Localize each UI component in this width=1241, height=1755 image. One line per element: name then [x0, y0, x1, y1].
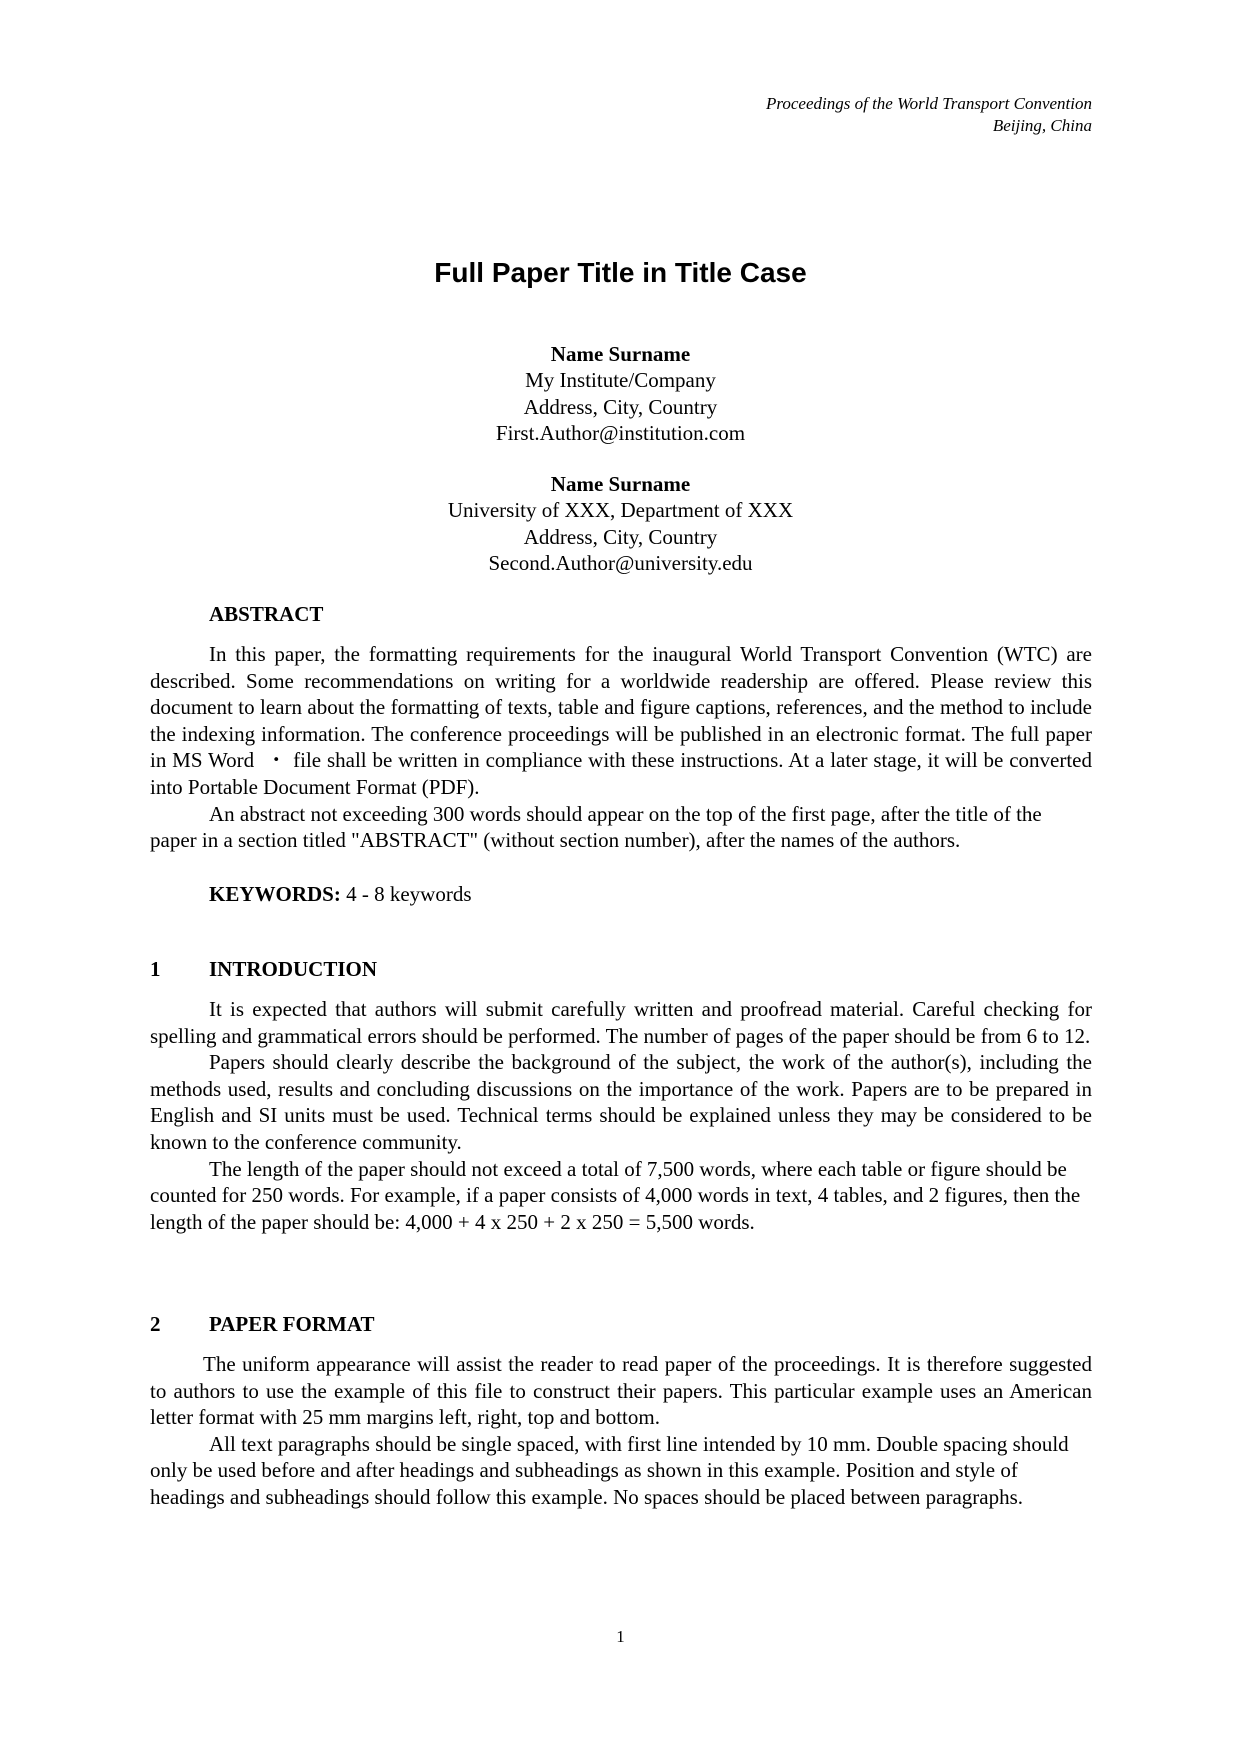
- section-paragraph: The length of the paper should not exceed a total of 7,500 words, where each table or figure should be counted for 250 words. For example, if a paper consists of 4,000 words in text, 4 tables, and 2 figures, then the length of the paper should be: 4,000 + 4 x 250 + 2 x 250 = 5,500 words.: [150, 1156, 1081, 1234]
- abstract-heading: ABSTRACT: [209, 602, 324, 626]
- author-affiliation: My Institute/Company: [525, 368, 716, 393]
- abstract-body: [150, 641, 1092, 854]
- author-affiliation: University of XXX, Department of XXX: [447, 498, 794, 523]
- author-email: First.Author@institution.com: [495, 421, 746, 446]
- author-name: Name Surname: [550, 472, 691, 496]
- keywords-label: KEYWORDS:: [209, 882, 341, 906]
- section-number: 1: [150, 957, 161, 981]
- section-body-introduction: [150, 996, 1092, 1235]
- section-title: INTRODUCTION: [209, 957, 378, 981]
- section-number: 2: [150, 1312, 161, 1336]
- section-heading-introduction: [150, 956, 377, 983]
- paper-title: Full Paper Title in Title Case: [434, 257, 807, 288]
- header-proceedings: Proceedings of the World Transport Convention: [766, 94, 1092, 113]
- section-paragraph: All text paragraphs should be single spaced, with first line intended by 10 mm. Double spacing should only be used before and after headings and subheadings as shown in this example. Position and style of headings and subheadings should follow this example. No spaces should be placed between paragraphs.: [150, 1431, 1069, 1509]
- author-name: Name Surname: [550, 342, 691, 366]
- author-address: Address, City, Country: [523, 524, 718, 549]
- section-heading-paper-format: [150, 1311, 374, 1338]
- abstract-paragraph: In this paper, the formatting requirements for the inaugural World Transport Convention (WTC) are described. Some recommendations on writing for a worldwide readership are offered. Please review this document to learn about the formatting of texts, table and figure captions, references, and the method to include the indexing information. The conference proceedings will be published in an electronic format. The full paper in MS Word ・ file shall be written in compliance with these instructions. At a later stage, it will be converted into Portable Document Format (PDF).: [150, 642, 1092, 799]
- author-address: Address, City, Country: [523, 394, 718, 419]
- keywords-line: [209, 881, 472, 908]
- page-number: 1: [616, 1627, 625, 1646]
- author-email: Second.Author@university.edu: [488, 551, 753, 576]
- section-body-paper-format: [150, 1351, 1092, 1511]
- section-paragraph: The uniform appearance will assist the reader to read paper of the proceedings. It is therefore suggested to authors to use the example of this file to construct their papers. This particular example uses an American letter format with 25 mm margins left, right, top and bottom.: [150, 1352, 1092, 1430]
- section-title: PAPER FORMAT: [209, 1312, 375, 1336]
- section-paragraph: It is expected that authors will submit carefully written and proofread material. Careful checking for spelling and grammatical errors should be performed. The number of pages of the paper should be from 6 to 12.: [150, 997, 1092, 1048]
- keywords-value: 4 - 8 keywords: [346, 882, 472, 906]
- author-block-1: [0, 341, 1241, 447]
- section-paragraph: Papers should clearly describe the background of the subject, the work of the author(s), including the methods used, results and concluding discussions on the importance of the work. Papers are to be prepared in English and SI units must be used. Technical terms should be explained unless they may be considered to be known to the conference community.: [150, 1050, 1092, 1154]
- running-header: [766, 93, 1092, 137]
- header-location: Beijing, China: [992, 116, 1092, 135]
- author-block-2: [0, 471, 1241, 577]
- abstract-paragraph: An abstract not exceeding 300 words should appear on the top of the first page, after the title of the paper in a section titled "ABSTRACT" (without section number), after the names of the authors.: [150, 801, 1042, 853]
